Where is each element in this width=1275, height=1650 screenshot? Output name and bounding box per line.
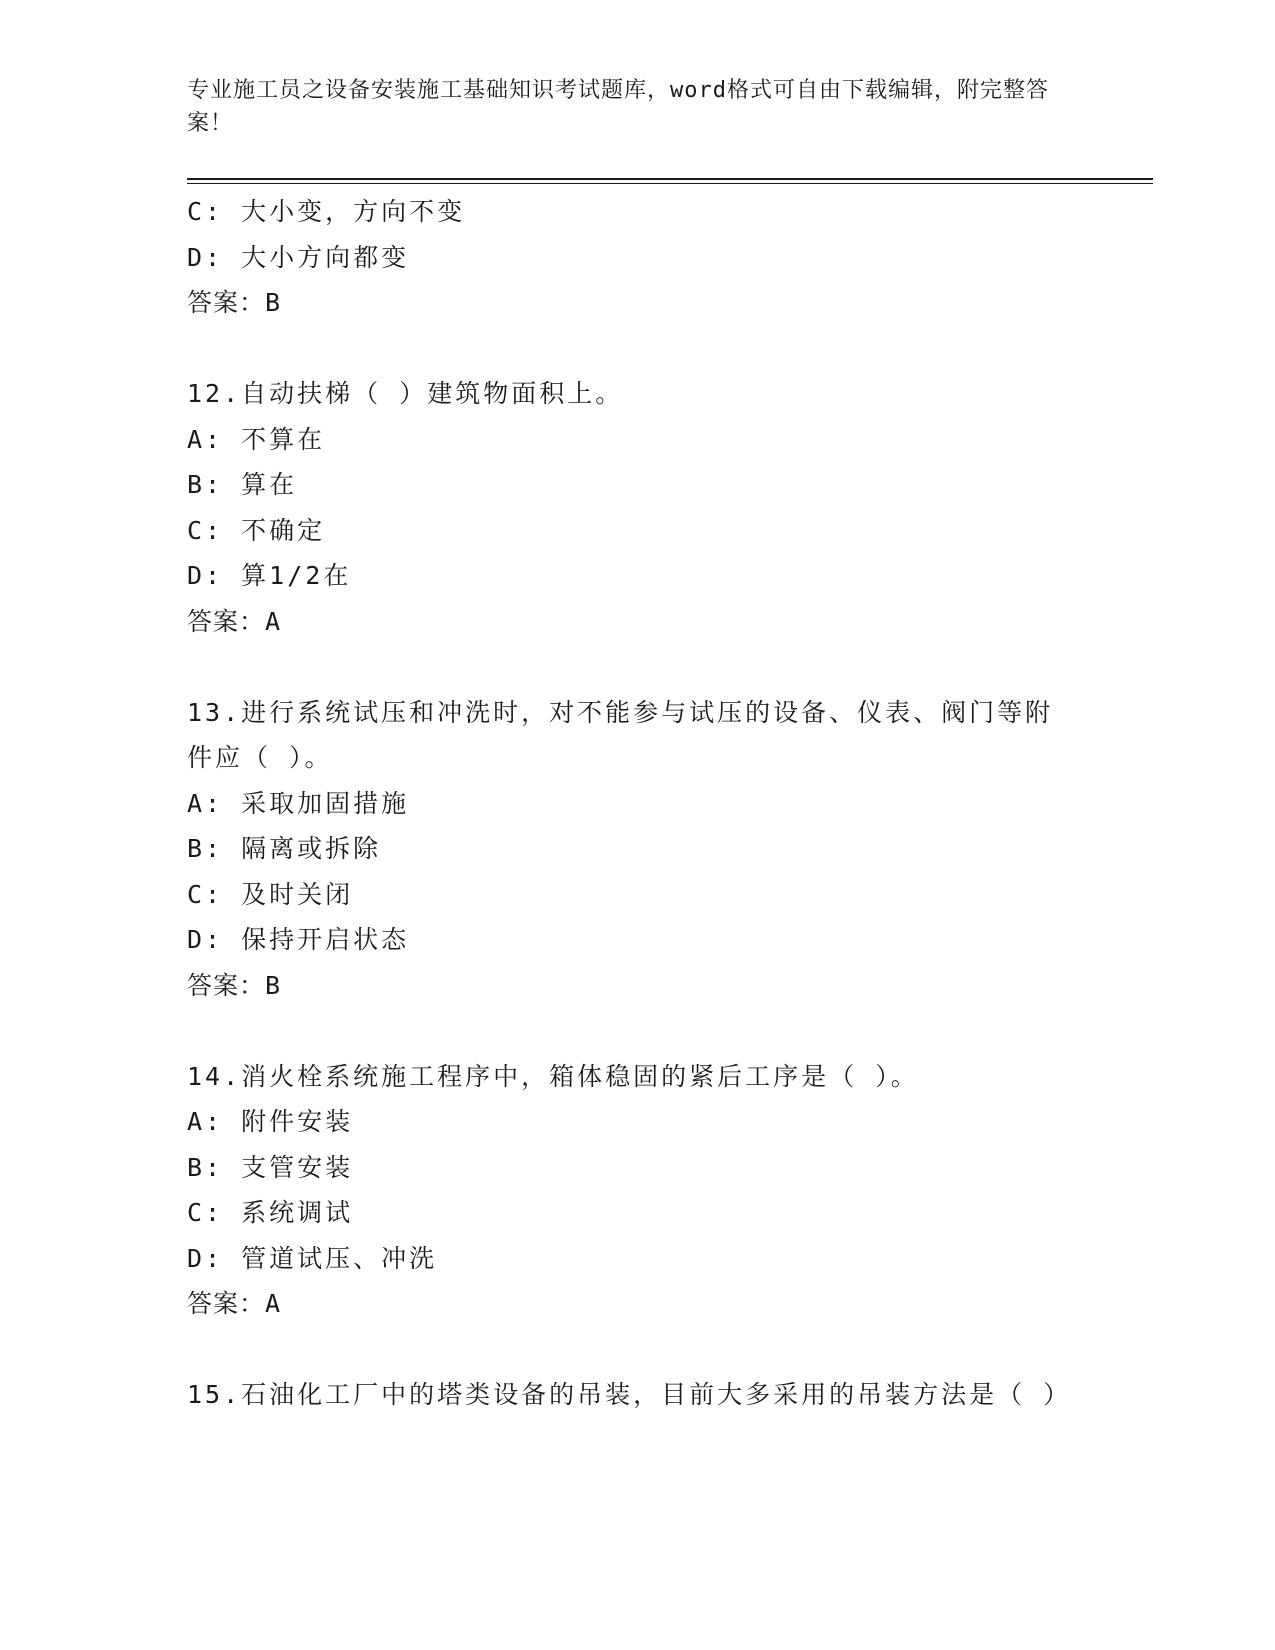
question-spacer	[187, 1327, 1087, 1373]
option-b: B: 隔离或拆除	[187, 834, 382, 863]
question-stem: 15.石油化工厂中的塔类设备的吊装，目前大多采用的吊装方法是（ ）	[187, 1380, 1072, 1409]
answer-line: 答案：A	[187, 606, 282, 636]
option-d: D: 算1/2在	[187, 561, 352, 590]
question-spacer	[187, 326, 1087, 372]
header-rule-thick	[187, 178, 1153, 180]
option-b: B: 算在	[187, 470, 298, 499]
question-stem: 13.进行系统试压和冲洗时，对不能参与试压的设备、仪表、阀门等附件应（ ）。	[187, 697, 1054, 772]
option-d: D: 管道试压、冲洗	[187, 1243, 438, 1273]
document-header: 专业施工员之设备安装施工基础知识考试题库，word格式可自由下载编辑，附完整答案！	[187, 78, 1049, 136]
option-a: A: 不算在	[187, 424, 326, 454]
option-d: D: 保持开启状态	[187, 925, 410, 954]
question-stem: 12.自动扶梯（ ）建筑物面积上。	[187, 379, 624, 408]
option-c: C: 系统调试	[187, 1198, 354, 1227]
question-spacer	[187, 644, 1087, 690]
option-c: C: 不确定	[187, 515, 326, 545]
option-a: A: 附件安装	[187, 1107, 354, 1136]
question-stem: 14.消火栓系统施工程序中，箱体稳固的紧后工序是（ ）。	[187, 1061, 919, 1091]
header-rule-thin	[187, 183, 1153, 184]
answer-line: 答案：B	[187, 970, 282, 1000]
answer-line: 答案：A	[187, 1289, 282, 1318]
option-c: C: 及时关闭	[187, 879, 354, 909]
option-b: B: 支管安装	[187, 1152, 354, 1182]
question-spacer	[187, 1008, 1087, 1054]
option-d: D: 大小方向都变	[187, 242, 410, 272]
option-c: C: 大小变，方向不变	[187, 197, 466, 226]
question-list	[187, 189, 1087, 1418]
answer-line: 答案：B	[187, 288, 282, 317]
option-a: A: 采取加固措施	[187, 788, 410, 818]
